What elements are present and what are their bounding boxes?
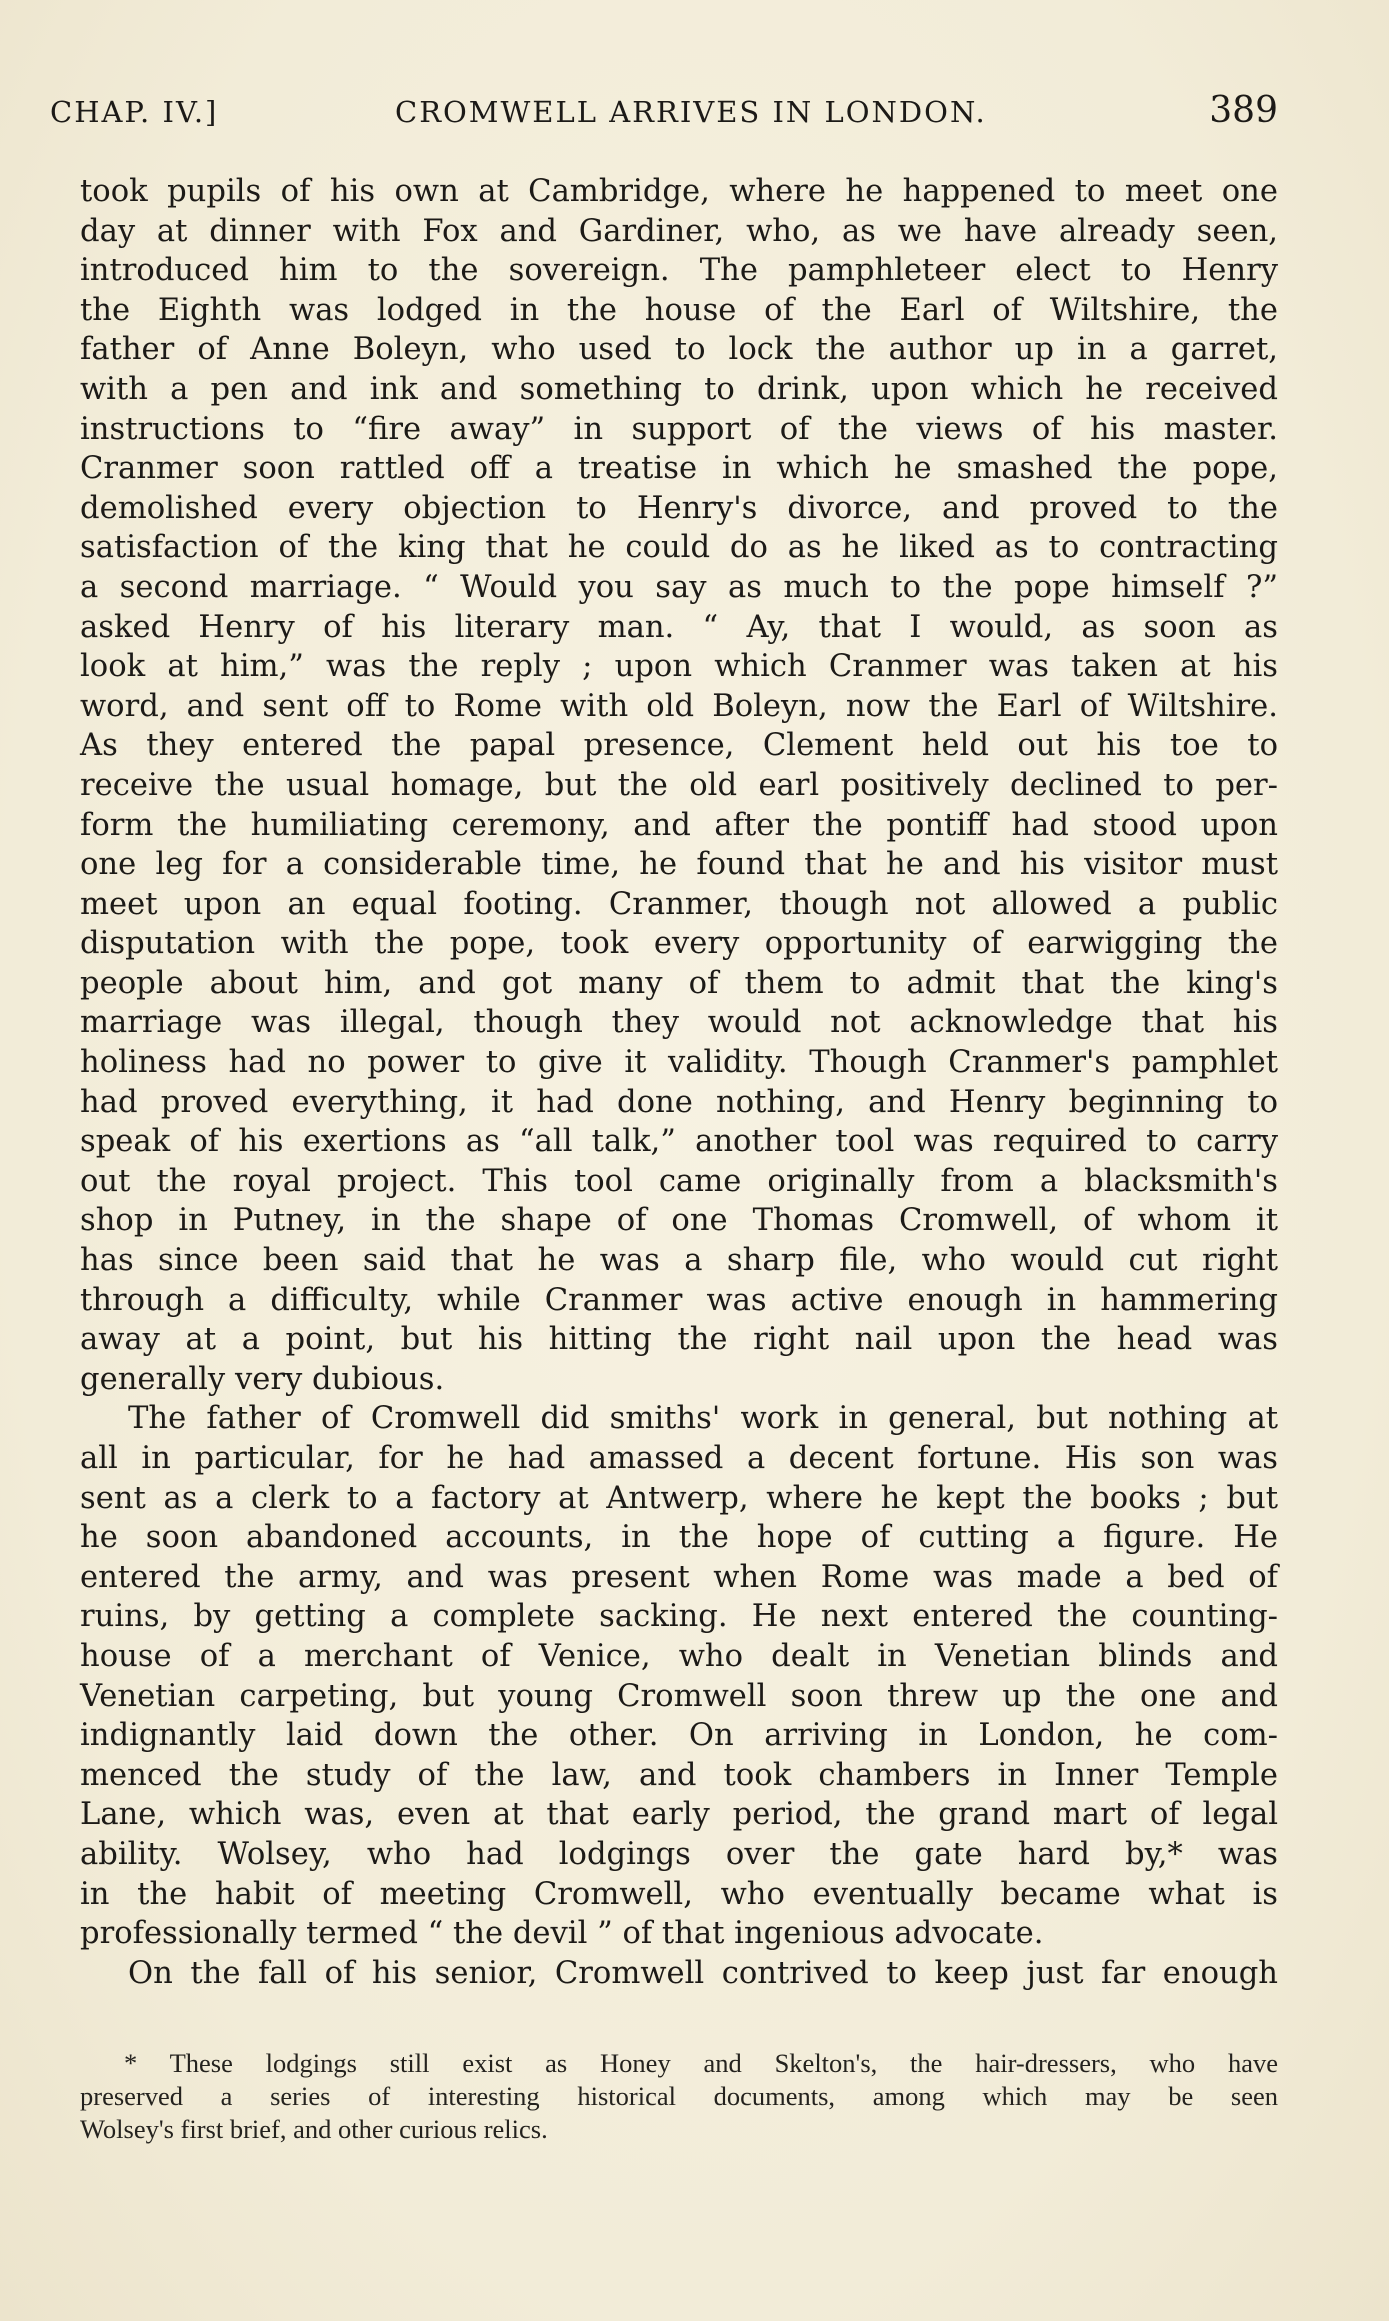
body-text [80, 172, 1278, 1993]
footnote-line: * These lodgings still exist as Honey and Skelton's, the hair-dressers, who have [124, 2048, 1278, 2078]
text-line: disputation with the pope, took every opportunity of earwigging the [80, 926, 1278, 962]
text-line: a second marriage. “ Would you say as much to the pope himself ?” [80, 569, 1278, 605]
text-line: menced the study of the law, and took chambers in Inner Temple [80, 1757, 1278, 1793]
text-line: generally very dubious. [80, 1361, 445, 1397]
text-line: demolished every objection to Henry's divorce, and proved to the [80, 490, 1278, 526]
text-line: house of a merchant of Venice, who dealt in Venetian blinds and [80, 1638, 1278, 1674]
text-line: has since been said that he was a sharp file, who would cut right [80, 1243, 1278, 1279]
footnote-line: Wolsey's first brief, and other curious relics. [80, 2114, 548, 2144]
text-line: people about him, and got many of them to admit that the king's [80, 965, 1278, 1001]
text-line: he soon abandoned accounts, in the hope of cutting a figure. He [80, 1520, 1278, 1556]
text-line: in the habit of meeting Cromwell, who eventually became what is [80, 1876, 1278, 1912]
text-line: asked Henry of his literary man. “ Ay, that I would, as soon as [80, 609, 1278, 645]
text-line: the Eighth was lodged in the house of the Earl of Wiltshire, the [80, 292, 1278, 328]
text-line: out the royal project. This tool came originally from a blacksmith's [80, 1163, 1278, 1199]
text-line: The father of Cromwell did smiths' work in general, but nothing at [128, 1401, 1278, 1437]
text-line: indignantly laid down the other. On arriving in London, he com- [80, 1718, 1278, 1754]
footnote [80, 2047, 1278, 2146]
text-line: Venetian carpeting, but young Cromwell soon threw up the one and [80, 1678, 1278, 1714]
text-line: introduced him to the sovereign. The pamphleteer elect to Henry [80, 253, 1278, 289]
text-line: ruins, by getting a complete sacking. He next entered the counting- [80, 1599, 1278, 1635]
text-line: marriage was illegal, though they would not acknowledge that his [80, 1005, 1278, 1041]
running-title: CROMWELL ARRIVES IN LONDON. [395, 95, 987, 129]
text-line: one leg for a considerable time, he found that he and his visitor must [80, 847, 1278, 883]
text-line: word, and sent off to Rome with old Boleyn, now the Earl of Wiltshire. [80, 688, 1278, 724]
text-line: look at him,” was the reply ; upon which Cranmer was taken at his [80, 649, 1278, 685]
text-line: had proved everything, it had done nothing, and Henry beginning to [80, 1084, 1278, 1120]
text-line: through a difficulty, while Cranmer was active enough in hammering [80, 1282, 1278, 1318]
text-line: Cranmer soon rattled off a treatise in which he smashed the pope, [80, 451, 1278, 487]
text-line: On the fall of his senior, Cromwell contrived to keep just far enough [128, 1955, 1278, 1991]
page-number: 389 [1209, 90, 1278, 131]
text-line: receive the usual homage, but the old earl positively declined to per- [80, 767, 1278, 803]
text-line: meet upon an equal footing. Cranmer, though not allowed a public [80, 886, 1278, 922]
text-line: shop in Putney, in the shape of one Thomas Cromwell, of whom it [80, 1203, 1278, 1239]
chapter-label: CHAP. IV.] [50, 95, 219, 129]
text-line: took pupils of his own at Cambridge, where he happened to meet one [80, 174, 1278, 209]
text-line: As they entered the papal presence, Clement held out his toe to [80, 728, 1278, 764]
text-line: entered the army, and was present when Rome was made a bed of [80, 1559, 1278, 1595]
text-line: professionally termed “ the devil ” of that ingenious advocate. [80, 1916, 1044, 1952]
text-line: satisfaction of the king that he could do as he liked as to contracting [80, 530, 1278, 566]
text-line: with a pen and ink and something to drink, upon which he received [80, 371, 1278, 407]
running-header [50, 90, 1278, 145]
text-line: father of Anne Boleyn, who used to lock the author up in a garret, [80, 332, 1278, 368]
text-line: Lane, which was, even at that early period, the grand mart of legal [80, 1797, 1278, 1833]
footnote-line: preserved a series of interesting historical documents, among which may be seen [80, 2081, 1278, 2111]
text-line: ability. Wolsey, who had lodgings over the gate hard by,* was [80, 1836, 1278, 1872]
text-line: instructions to “fire away” in support of the views of his master. [80, 411, 1278, 447]
text-line: speak of his exertions as “all talk,” another tool was required to carry [80, 1124, 1278, 1160]
text-line: sent as a clerk to a factory at Antwerp, where he kept the books ; but [80, 1480, 1278, 1516]
text-line: all in particular, for he had amassed a decent fortune. His son was [80, 1441, 1278, 1476]
text-line: holiness had no power to give it validity. Though Cranmer's pamphlet [80, 1045, 1278, 1081]
text-line: away at a point, but his hitting the right nail upon the head was [80, 1322, 1278, 1358]
text-line: day at dinner with Fox and Gardiner, who, as we have already seen, [80, 213, 1278, 249]
text-line: form the humiliating ceremony, and after the pontiff had stood upon [80, 807, 1278, 843]
